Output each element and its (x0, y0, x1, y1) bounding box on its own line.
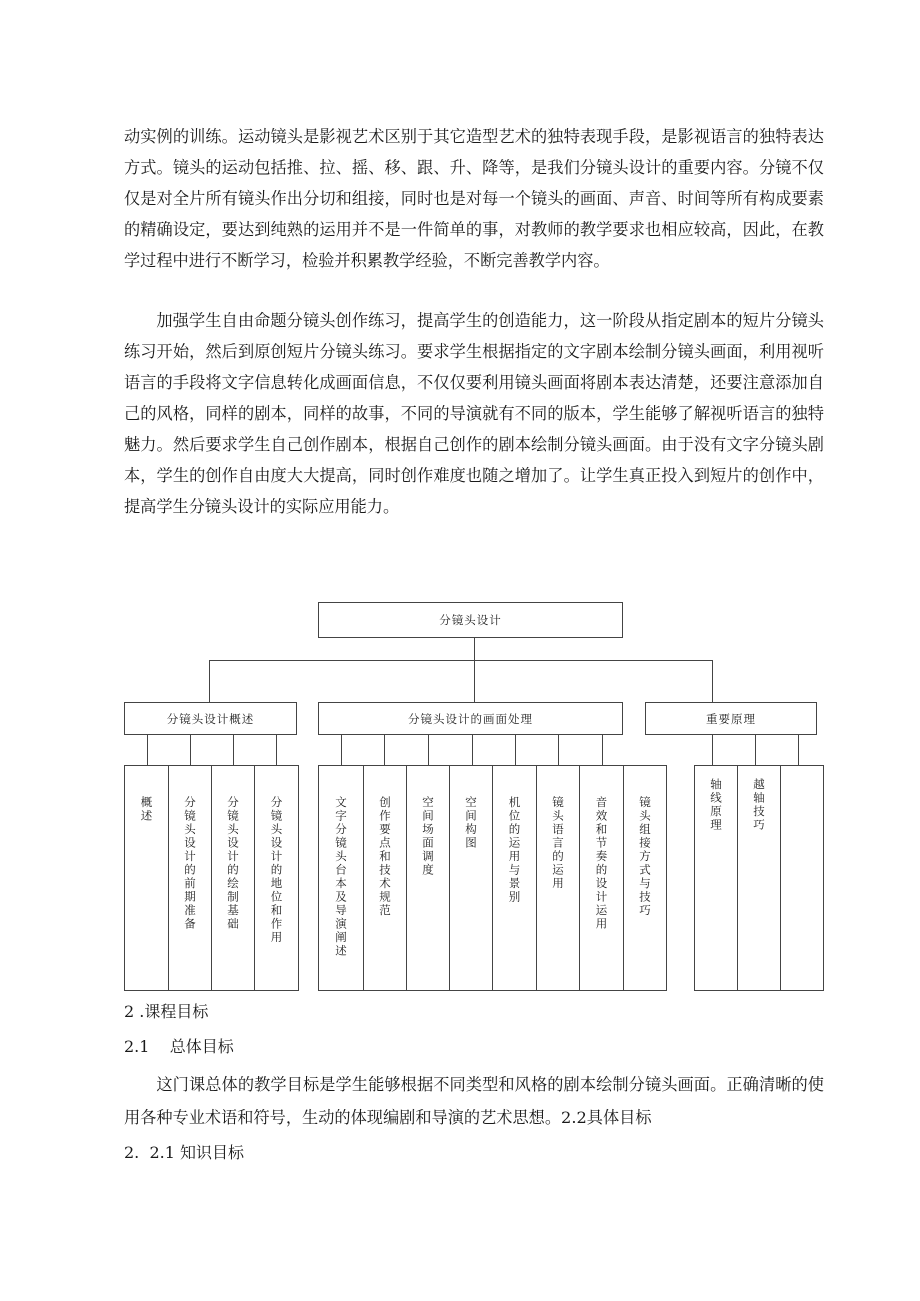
group-principles: 重要原理 (645, 702, 817, 735)
heading-overall-goal: 2.1 总体目标 (124, 1037, 234, 1056)
group-overview: 分镜头设计概述 (124, 702, 297, 735)
leaf-label: 镜头语言的运用 (551, 796, 565, 891)
leaf-label: 越轴技巧 (752, 778, 766, 832)
leaf-label: 空间场面调度 (421, 796, 435, 877)
heading-knowledge-goal: 2. 2.1 知识目标 (124, 1143, 244, 1162)
leaf-label: 概述 (139, 796, 154, 823)
connector (384, 735, 385, 765)
connector (233, 735, 234, 765)
leaf-overview (124, 765, 169, 991)
leaf-crossing-axis (737, 765, 781, 991)
leaf-label: 空间构图 (464, 796, 478, 850)
connector (474, 660, 475, 702)
leaf-staging (406, 765, 450, 991)
leaf-technical-spec (363, 765, 407, 991)
goal-paragraph: 这门课总体的教学目标是学生能够根据不同类型和风格的剧本绘制分镜头画面。正确清晰的使用各种专业术语和符号，生动的体现编剧和导演的艺术思想。2.2具体目标 (124, 1075, 824, 1127)
connector (602, 735, 603, 765)
connector (798, 735, 799, 765)
connector (428, 735, 429, 765)
paragraph-2: 加强学生自由命题分镜头创作练习，提高学生的创造能力，这一阶段从指定剧本的短片分镜头练习开始，然后到原创短片分镜头练习。要求学生根据指定的文字剧本绘制分镜头画面，利用视听语言的手段将文字信息转化成画面信息，不仅仅要利用镜头画面将剧本表达清楚，还要注意添加自己的风格，同样的剧本，同样的故事，不同的导演就有不同的版本，学生能够了解视听语言的独特魅力。然后要求学生自己创作剧本，根据自己创作的剧本绘制分镜头画面。由于没有文字分镜头剧本，学生的创作自由度大大提高，同时创作难度也随之增加了。让学生真正投入到短片的创作中，提高学生分镜头设计的实际应用能力。 (124, 311, 824, 516)
leaf-sound-rhythm (579, 765, 624, 991)
leaf-lens-language (536, 765, 580, 991)
leaf-label: 分镜头设计的前期准备 (183, 796, 197, 931)
connector (712, 735, 713, 765)
heading-course-goals: 2 .课程目标 (124, 1002, 209, 1021)
connector (341, 735, 342, 765)
diagram-root: 分镜头设计 (318, 602, 623, 638)
leaf-label: 文字分镜头台本及导演阐述 (334, 796, 348, 958)
leaf-camera-position (492, 765, 537, 991)
leaf-label: 机位的运用与景别 (507, 796, 522, 904)
connector (190, 735, 191, 765)
connector (474, 638, 475, 660)
leaf-label: 创作要点和技术规范 (378, 796, 392, 918)
paragraph-1: 动实例的训练。运动镜头是影视艺术区别于其它造型艺术的独特表现手段，是影视语言的独特表达方式。镜头的运动包括推、拉、摇、移、跟、升、降等，是我们分镜头设计的重要内容。分镜不仅仅是对全片所有镜头作出分切和组接，同时也是对每一个镜头的画面、声音、时间等所有构成要素的精确设定，要达到纯熟的运用并不是一件简单的事，对教师的教学要求也相应较高，因此，在教学过程中进行不断学习，检验并积累教学经验，不断完善教学内容。 (124, 127, 824, 270)
leaf-label: 音效和节奏的设计运用 (594, 796, 609, 931)
group-frame-processing: 分镜头设计的画面处理 (318, 702, 623, 735)
leaf-label: 镜头组接方式与技巧 (638, 796, 652, 918)
connector (755, 735, 756, 765)
leaf-label: 分镜头设计的地位和作用 (269, 796, 284, 945)
connector (276, 735, 277, 765)
leaf-label: 轴线原理 (709, 778, 723, 832)
leaf-axis-principle (694, 765, 738, 991)
connector (147, 735, 148, 765)
leaf-composition (449, 765, 493, 991)
leaf-drawing-basics (211, 765, 255, 991)
leaf-empty (780, 765, 824, 991)
connector (209, 660, 210, 702)
connector (558, 735, 559, 765)
leaf-script-notes (318, 765, 364, 991)
leaf-role (254, 765, 299, 991)
connector (209, 660, 713, 661)
leaf-preparation (168, 765, 212, 991)
connector (712, 660, 713, 702)
leaf-label: 分镜头设计的绘制基础 (226, 796, 240, 931)
connector (472, 735, 473, 765)
connector (515, 735, 516, 765)
leaf-editing (623, 765, 667, 991)
